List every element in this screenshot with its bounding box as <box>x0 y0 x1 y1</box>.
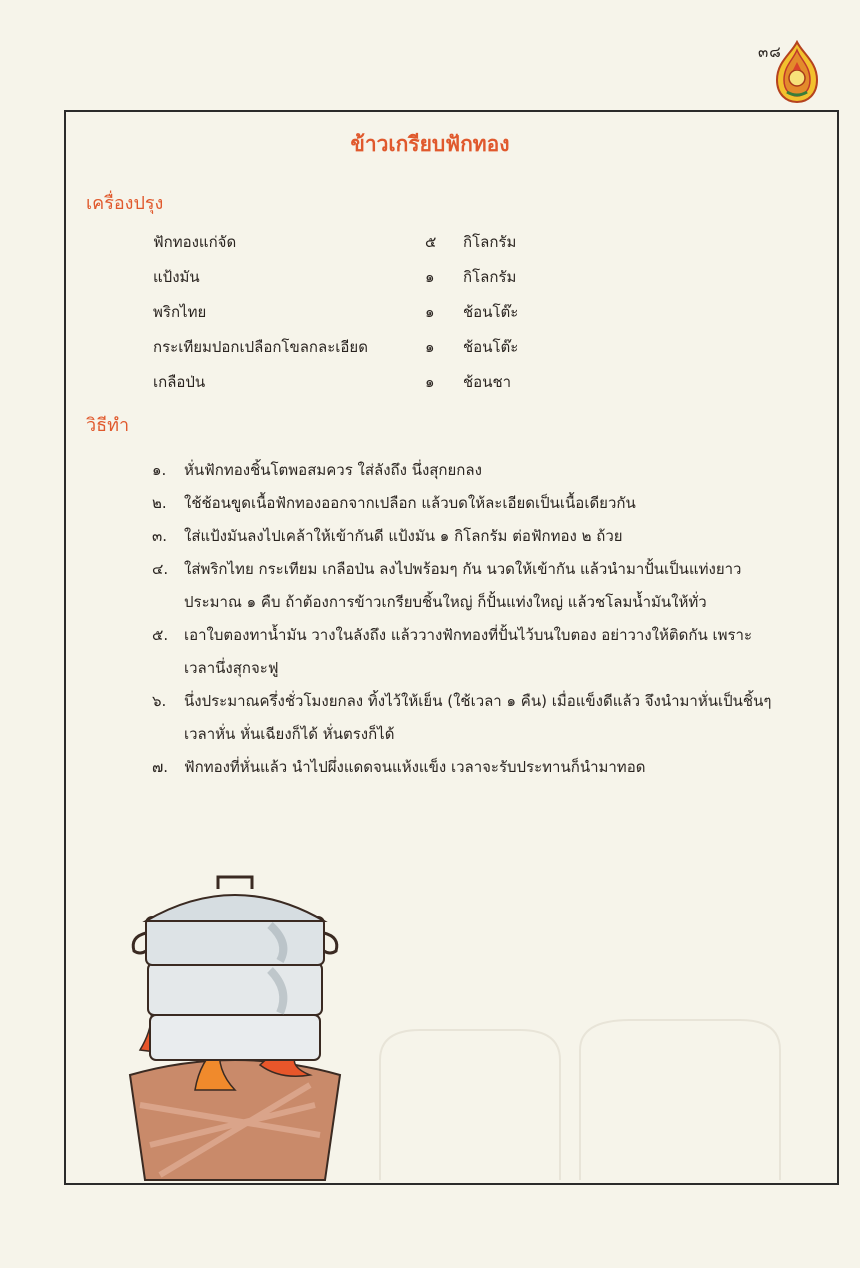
step-number: ๕. <box>152 626 169 644</box>
faint-background-jars <box>360 1000 800 1180</box>
ingredient-unit: กิโลกรัม <box>463 233 517 251</box>
ingredient-unit: กิโลกรัม <box>463 268 517 286</box>
ingredient-row <box>153 228 573 256</box>
method-step <box>152 454 782 487</box>
step-number: ๑. <box>152 461 167 479</box>
step-text: ใส่แป้งมันลงไปเคล้าให้เข้ากันดี แป้งมัน ๑ กิโลกรัม ต่อฟักทอง ๒ ถ้วย <box>184 527 623 545</box>
ingredient-name: แป้งมัน <box>153 268 200 286</box>
ingredients-heading: เครื่องปรุง <box>86 193 164 214</box>
ingredient-qty: ๑ <box>425 338 435 356</box>
ingredient-row <box>153 368 573 396</box>
ingredient-qty: ๑ <box>425 373 435 391</box>
method-step <box>152 487 782 520</box>
ingredient-qty: ๕ <box>425 233 437 251</box>
recipe-title: ข้าวเกรียบฟักทอง <box>350 132 510 156</box>
ingredient-unit: ช้อนชา <box>463 373 512 391</box>
step-number: ๖. <box>152 692 167 710</box>
ingredient-name: พริกไทย <box>153 303 207 321</box>
step-text: ใช้ช้อนขูดเนื้อฟักทองออกจากเปลือก แล้วบดให้ละเอียดเป็นเนื้อเดียวกัน <box>184 494 636 512</box>
method-steps <box>152 454 782 784</box>
method-step <box>152 619 782 685</box>
method-step <box>152 685 782 751</box>
ingredient-row <box>153 263 573 291</box>
ingredient-name: กระเทียมปอกเปลือกโขลกละเอียด <box>153 338 368 356</box>
ingredient-unit: ช้อนโต๊ะ <box>463 303 519 321</box>
ingredient-row <box>153 333 573 361</box>
page-number: ๓๘ <box>758 43 782 61</box>
step-number: ๗. <box>152 758 169 776</box>
step-number: ๔. <box>152 560 169 578</box>
school-emblem-icon <box>773 40 821 104</box>
ingredient-qty: ๑ <box>425 268 435 286</box>
ingredient-name: ฟักทองแก่จัด <box>153 233 237 251</box>
step-text: ใส่พริกไทย กระเทียม เกลือป่น ลงไปพร้อมๆ กัน นวดให้เข้ากัน แล้วนำมาปั้นเป็นแท่งยาวประมาณ ๑ คืบ ถ้าต้องการข้าวเกรียบชิ้นใหญ่ ก็ปั้นแท่งใหญ่ แล้วชโลมน้ำมันให้ทั่ว <box>184 560 742 611</box>
step-text: หั่นฟักทองชิ้นโตพอสมควร ใส่ลังถึง นึ่งสุกยกลง <box>184 461 482 479</box>
steamer-illustration <box>120 875 350 1185</box>
ingredient-name: เกลือป่น <box>153 373 206 391</box>
method-step <box>152 553 782 619</box>
ingredient-row <box>153 298 573 326</box>
method-step <box>152 751 782 784</box>
method-heading: วิธีทำ <box>86 415 130 436</box>
step-number: ๓. <box>152 527 168 545</box>
step-number: ๒. <box>152 494 167 512</box>
step-text: เอาใบตองทาน้ำมัน วางในลังถึง แล้ววางฟักทองที่ปั้นไว้บนใบตอง อย่าวางให้ติดกัน เพราะเวลานึ่งสุกจะฟู <box>184 626 753 677</box>
ingredient-unit: ช้อนโต๊ะ <box>463 338 519 356</box>
method-step <box>152 520 782 553</box>
step-text: นึ่งประมาณครึ่งชั่วโมงยกลง ทิ้งไว้ให้เย็น (ใช้เวลา ๑ คืน) เมื่อแข็งดีแล้ว จึงนำมาหั่นเป็นชิ้นๆ เวลาหั่น หั่นเฉียงก็ได้ หั่นตรงก็ได้ <box>184 692 772 743</box>
step-text: ฟักทองที่หั่นแล้ว นำไปผึ่งแดดจนแห้งแข็ง เวลาจะรับประทานก็นำมาทอด <box>184 758 646 776</box>
ingredient-qty: ๑ <box>425 303 435 321</box>
